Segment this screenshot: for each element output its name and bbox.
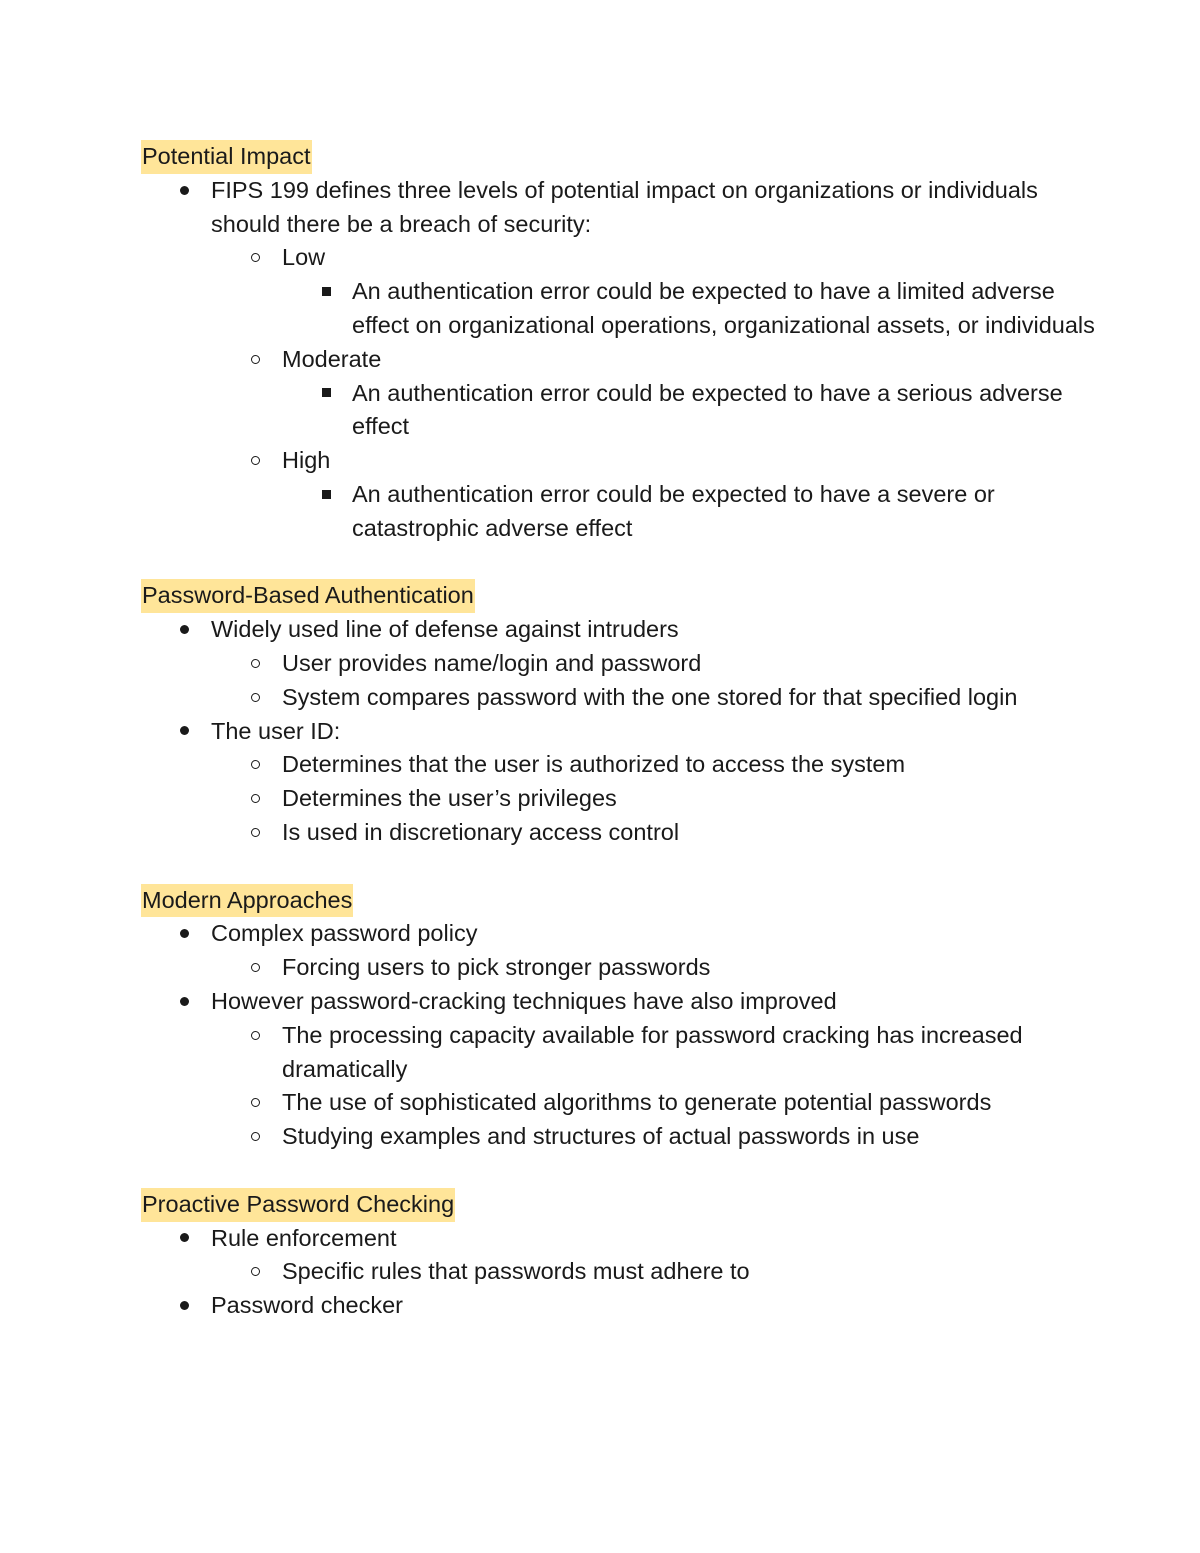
list-item-text: Low [282,244,326,271]
bullet-circle-icon [245,782,265,816]
list-item [141,1289,1101,1323]
bullet-dot-icon [174,985,194,1019]
list-item [141,748,1101,782]
bullet-dot-icon [174,613,194,647]
list-item-text: System compares password with the one stored for that specified login [282,683,1018,710]
list-item [141,1086,1101,1120]
list-item-text: The processing capacity available for password cracking has increased dramatically [282,1021,1023,1082]
bullet-dot-icon [174,174,194,208]
list-item-text: Rule enforcement [211,1224,397,1251]
list-item [141,613,1101,647]
list-item-text: Determines the user’s privileges [282,785,617,812]
list-item-text: Studying examples and structures of actual passwords in use [282,1123,920,1150]
list-item-text: High [282,447,331,474]
list-item [141,1255,1101,1289]
bullet-list [141,1222,1101,1323]
bullet-square-icon [316,275,336,309]
section-modern-approaches [141,884,1101,1154]
list-item-text: User provides name/login and password [282,649,702,676]
list-item-text: FIPS 199 defines three levels of potential impact on organizations or individuals should there be a breach of security: [211,176,1038,237]
list-item [141,1120,1101,1154]
bullet-square-icon [316,478,336,512]
bullet-circle-icon [245,1120,265,1154]
list-item-text: Complex password policy [211,920,478,947]
bullet-circle-icon [245,748,265,782]
bullet-list [141,917,1101,1154]
list-item [141,985,1101,1019]
list-item [141,951,1101,985]
bullet-circle-icon [245,1019,265,1053]
list-item [141,343,1101,377]
list-item-text: Specific rules that passwords must adhere to [282,1258,750,1285]
bullet-circle-icon [245,1086,265,1120]
list-item [141,1019,1101,1087]
list-item [141,275,1101,343]
bullet-dot-icon [174,917,194,951]
list-item [141,444,1101,478]
list-item [141,647,1101,681]
list-item [141,241,1101,275]
bullet-circle-icon [245,816,265,850]
list-item [141,681,1101,715]
bullet-circle-icon [245,241,265,275]
section-proactive-password-checking [141,1188,1101,1323]
section-heading: Password-Based Authentication [141,579,475,613]
bullet-circle-icon [245,343,265,377]
list-item-text: Moderate [282,345,382,372]
list-item [141,174,1101,242]
list-item-text: The user ID: [211,717,341,744]
list-item-text: Determines that the user is authorized to access the system [282,751,906,778]
bullet-dot-icon [174,1222,194,1256]
list-item [141,782,1101,816]
bullet-square-icon [316,377,336,411]
bullet-circle-icon [245,647,265,681]
bullet-circle-icon [245,444,265,478]
document-content [141,140,1101,1357]
list-item-text: Password checker [211,1292,403,1319]
list-item-text: Widely used line of defense against intruders [211,616,679,643]
list-item-text: An authentication error could be expected to have a serious adverse effect [352,379,1063,440]
bullet-list [141,613,1101,850]
section-heading: Potential Impact [141,140,312,174]
bullet-circle-icon [245,681,265,715]
section-password-based-authentication [141,579,1101,849]
list-item-text: An authentication error could be expected to have a severe or catastrophic adverse effect [352,480,995,541]
list-item-text: Is used in discretionary access control [282,818,680,845]
list-item [141,917,1101,951]
bullet-list [141,174,1101,546]
list-item-text: The use of sophisticated algorithms to generate potential passwords [282,1089,992,1116]
list-item [141,816,1101,850]
list-item [141,377,1101,445]
list-item-text: Forcing users to pick stronger passwords [282,954,711,981]
list-item-text: However password-cracking techniques have also improved [211,987,837,1014]
section-heading: Modern Approaches [141,884,353,918]
section-potential-impact [141,140,1101,546]
bullet-circle-icon [245,951,265,985]
bullet-dot-icon [174,1289,194,1323]
bullet-circle-icon [245,1255,265,1289]
bullet-dot-icon [174,715,194,749]
list-item [141,715,1101,749]
list-item [141,478,1101,546]
list-item-text: An authentication error could be expected to have a limited adverse effect on organizational operations, organizational assets, or individuals [352,278,1095,338]
list-item [141,1222,1101,1256]
section-heading: Proactive Password Checking [141,1188,455,1222]
